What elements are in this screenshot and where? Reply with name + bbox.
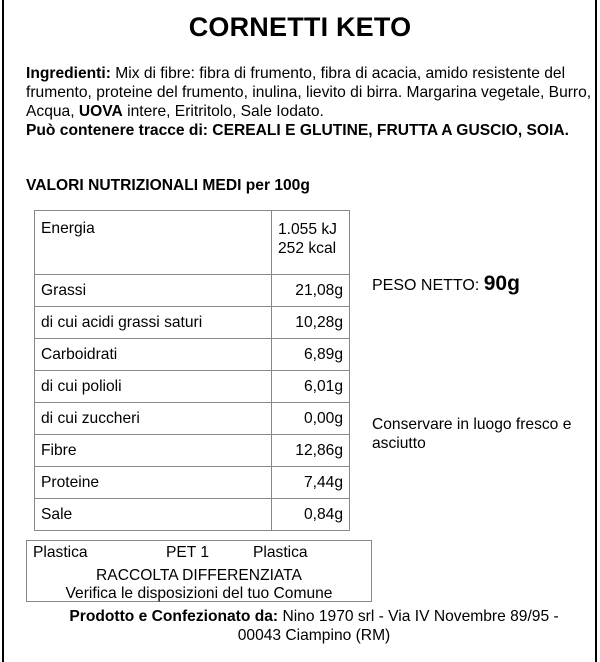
table-row <box>35 371 350 403</box>
energy-kcal: 252 kcal <box>278 240 337 257</box>
table-row <box>35 307 350 339</box>
net-weight-label: PESO NETTO: <box>372 277 484 294</box>
ingredients-label: Ingredienti: <box>26 65 111 82</box>
product-title: CORNETTI KETO <box>188 12 412 42</box>
nutrition-heading: VALORI NUTRIZIONALI MEDI per 100g <box>26 177 310 194</box>
nutrient-name: di cui zuccheri <box>35 403 272 435</box>
producer-address-line1: Nino 1970 srl - Via IV Novembre 89/95 - <box>278 608 559 625</box>
nutrient-name: Sale <box>35 499 272 531</box>
recycling-note: Verifica le disposizioni del tuo Comune <box>65 585 333 602</box>
nutrient-value: 6,89g <box>272 339 350 371</box>
material-left: Plastica <box>33 544 88 561</box>
recycling-box <box>26 540 372 602</box>
table-row <box>35 403 350 435</box>
table-row <box>35 275 350 307</box>
nutrition-table <box>34 210 350 531</box>
storage-instructions: Conservare in luogo fresco e asciutto <box>372 416 572 452</box>
material-code: PET 1 <box>166 544 210 561</box>
table-row <box>35 467 350 499</box>
net-weight <box>372 272 520 296</box>
nutrient-name: Grassi <box>35 275 272 307</box>
energy-kj: 1.055 kJ <box>278 221 337 238</box>
nutrient-value: 7,44g <box>272 467 350 499</box>
nutrient-value: 0,00g <box>272 403 350 435</box>
nutrient-value: 0,84g <box>272 499 350 531</box>
recycling-collection: RACCOLTA DIFFERENZIATA <box>96 567 302 584</box>
net-weight-value: 90g <box>483 272 520 295</box>
table-row <box>35 339 350 371</box>
recycling-material-row <box>27 544 371 564</box>
nutrient-value: 10,28g <box>272 307 350 339</box>
producer-info <box>0 607 600 645</box>
allergen-warning: Può contenere tracce di: CEREALI E GLUTINE, FRUTTA A GUSCIO, SOIA. <box>26 122 569 139</box>
producer-address-line2: 00043 Ciampino (RM) <box>237 627 391 644</box>
material-right: Plastica <box>253 544 308 561</box>
table-row <box>35 211 350 275</box>
nutrient-name: Fibre <box>35 435 272 467</box>
ingredients-text: Mix di fibre: fibra di frumento, fibra di acacia, amido resistente del frumento, proteine del frumento, inulina, lievito di birra. Margarina vegetale, Burro, Acqua, <box>26 65 592 120</box>
nutrient-value: 12,86g <box>272 435 350 467</box>
producer-label: Prodotto e Confezionato da: <box>69 608 279 625</box>
ingredients-text-end: intere, Eritritolo, Sale Iodato. <box>122 103 324 120</box>
nutrient-name: di cui polioli <box>35 371 272 403</box>
table-row <box>35 435 350 467</box>
allergen-egg: UOVA <box>78 103 123 120</box>
nutrient-name: Energia <box>35 211 272 275</box>
nutrient-name: Proteine <box>35 467 272 499</box>
nutrient-value: 21,08g <box>272 275 350 307</box>
nutrient-value <box>272 211 350 275</box>
nutrient-name: Carboidrati <box>35 339 272 371</box>
table-row <box>35 499 350 531</box>
nutrient-name: di cui acidi grassi saturi <box>35 307 272 339</box>
ingredients-block <box>26 64 596 140</box>
nutrient-value: 6,01g <box>272 371 350 403</box>
